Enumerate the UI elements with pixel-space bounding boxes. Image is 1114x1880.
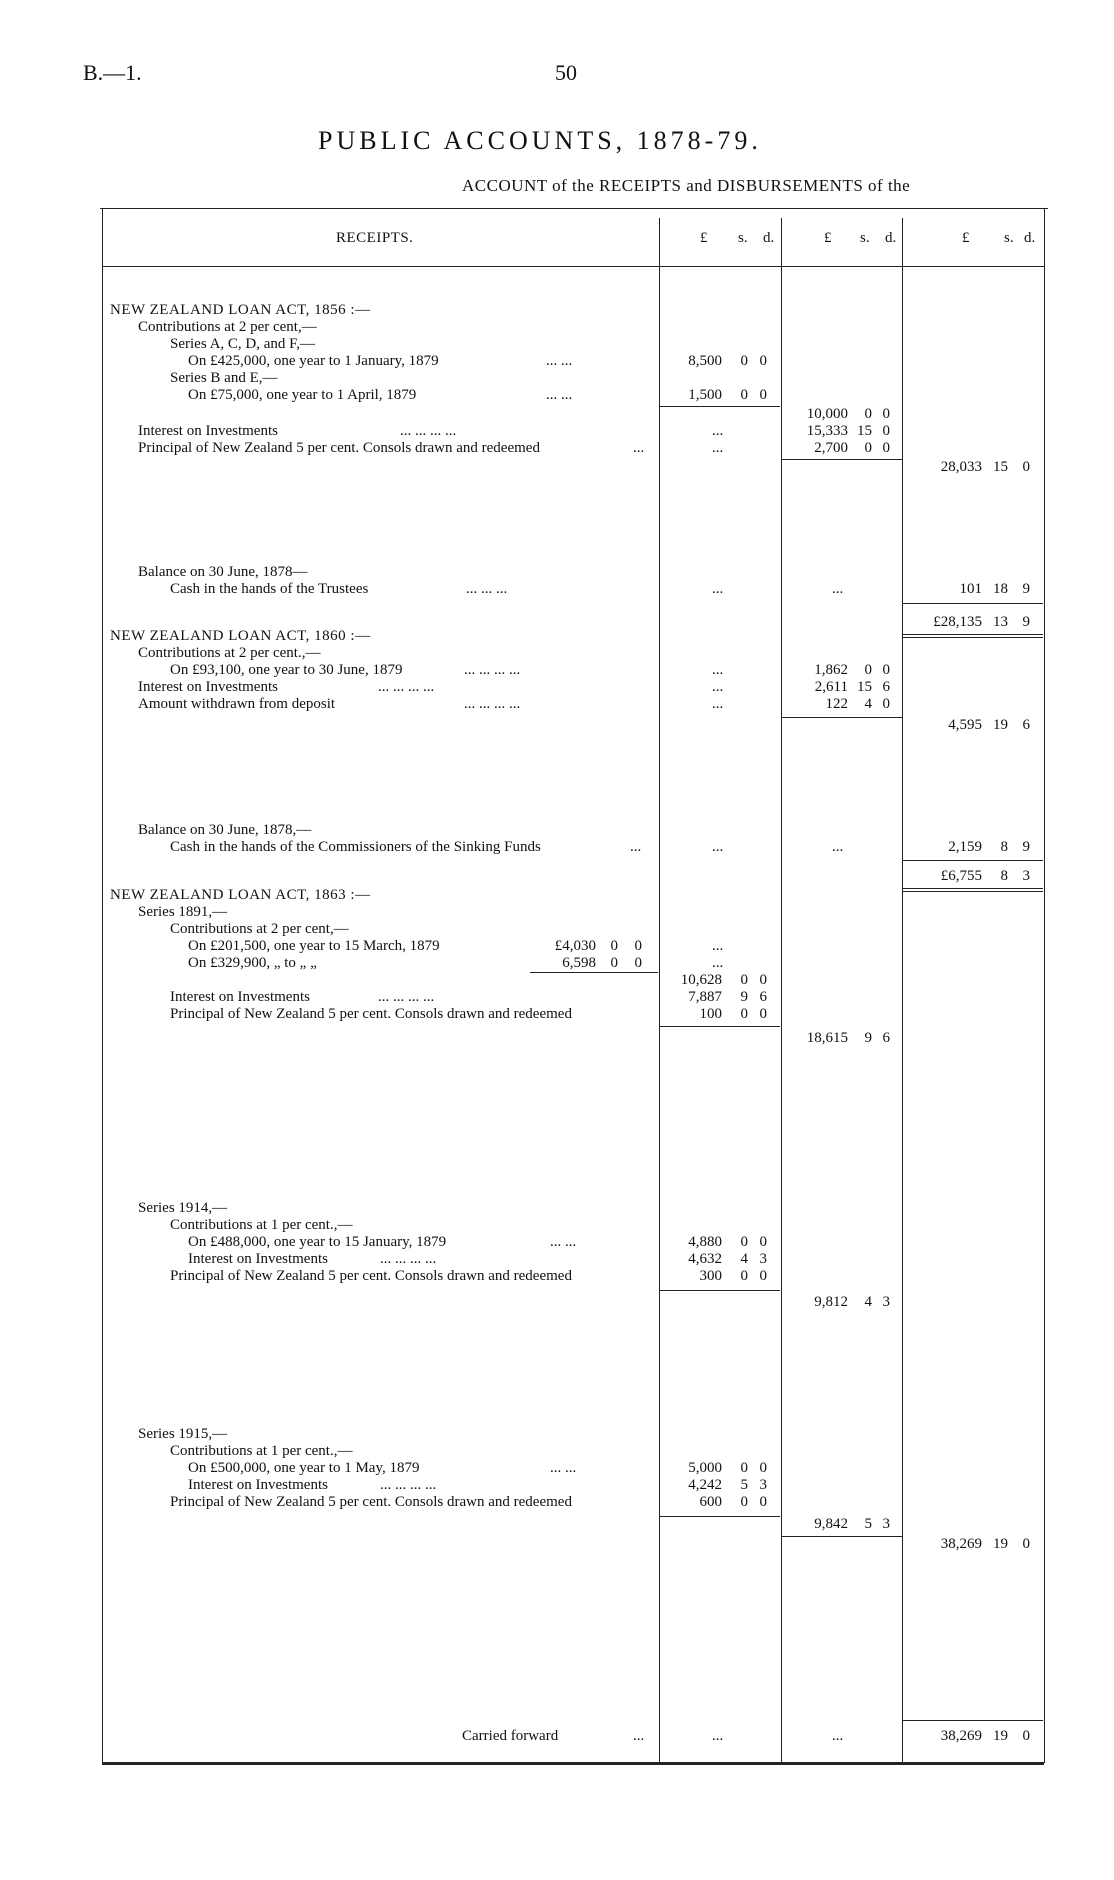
s1856-principal-pence: 0 — [882, 440, 890, 456]
series-1915-contrib: Contributions at 1 per cent.,— — [170, 1443, 353, 1459]
col1-empty-dots: ... — [712, 423, 724, 439]
s1860-grand-total-pounds: £6,755 — [940, 868, 982, 884]
series-1915-on-500000-pounds: 5,000 — [688, 1460, 722, 1476]
s1856-interest-label: Interest on Investments — [138, 423, 278, 439]
s1860-withdrawn-pounds: 122 — [825, 696, 848, 712]
s1860-interest-label: Interest on Investments — [138, 679, 278, 695]
s1856-on-75000-pence: 0 — [759, 387, 767, 403]
leader-dots: ... — [633, 440, 645, 456]
series-1914-total-pence: 3 — [882, 1294, 890, 1310]
s1856-balance-label: Balance on 30 June, 1878— — [138, 564, 308, 580]
col2-pence-header: d. — [885, 230, 897, 246]
page-title: PUBLIC ACCOUNTS, 1878-79. — [318, 126, 762, 155]
s1856-balance-cash: Cash in the hands of the Trustees — [170, 581, 369, 597]
series-1914-total-shillings: 4 — [864, 1294, 872, 1310]
s1856-contrib-label: Contributions at 2 per cent,— — [138, 319, 317, 335]
col1-empty-dots: ... — [712, 662, 724, 678]
series-1914-principal-shillings: 0 — [740, 1268, 748, 1284]
receipts-column-header: RECEIPTS. — [336, 230, 414, 246]
series-1915-principal-pounds: 600 — [699, 1494, 722, 1510]
s1856-balance-pence: 9 — [1022, 581, 1030, 597]
s1856-on-75000-pounds: 1,500 — [688, 387, 722, 403]
s1856-total-pounds: 28,033 — [940, 459, 982, 475]
col1-empty-dots: ... — [712, 938, 724, 954]
s1860-grand-total-pence: 3 — [1022, 868, 1030, 884]
s1860-contrib-label: Contributions at 2 per cent.,— — [138, 645, 321, 661]
col1-empty-dots: ... — [712, 581, 724, 597]
leader-dots: ... ... ... ... — [378, 679, 435, 695]
s1856-on-425000-pounds: 8,500 — [688, 353, 722, 369]
s1860-balance-shillings: 8 — [1000, 839, 1008, 855]
s1860-on-93100-pounds: 1,862 — [814, 662, 848, 678]
s1863-total-shillings: 19 — [993, 1536, 1008, 1552]
series-1891-on-329900: On £329,900, „ to „ „ — [188, 955, 317, 971]
series-1914-interest-shillings: 4 — [740, 1251, 748, 1267]
series-1891-interest-pounds: 7,887 — [688, 989, 722, 1005]
col1-empty-dots: ... — [712, 1728, 724, 1744]
s1860-balance-pence: 9 — [1022, 839, 1030, 855]
col3-pound-header: £ — [962, 230, 970, 246]
col1-empty-dots: ... — [712, 440, 724, 456]
s1860-total-pounds: 4,595 — [948, 717, 982, 733]
s1860-balance-cash: Cash in the hands of the Commissioners of the Sinking Funds — [170, 839, 541, 855]
s1856-on-75000: On £75,000, one year to 1 April, 1879 — [188, 387, 417, 403]
s1860-withdrawn-label: Amount withdrawn from deposit — [138, 696, 336, 712]
section-1856-title: NEW ZEALAND LOAN ACT, 1856 :— — [110, 302, 371, 318]
s1860-on-93100: On £93,100, one year to 30 June, 1879 — [170, 662, 403, 678]
series-1891-on-201500-pence: 0 — [634, 938, 642, 954]
series-1891-on-201500: On £201,500, one year to 15 March, 1879 — [188, 938, 440, 954]
col3-pence-header: d. — [1024, 230, 1036, 246]
s1856-contrib-subtotal-shillings: 0 — [864, 406, 872, 422]
series-1891-on-201500-shillings: 0 — [610, 938, 618, 954]
s1860-on-93100-pence: 0 — [882, 662, 890, 678]
s1856-series-acdf: Series A, C, D, and F,— — [170, 336, 316, 352]
series-1891-total-pounds: 18,615 — [806, 1030, 848, 1046]
leader-dots: ... ... ... ... — [400, 423, 457, 439]
s1860-withdrawn-shillings: 4 — [864, 696, 872, 712]
col1-empty-dots: ... — [712, 696, 724, 712]
leader-dots: ... — [633, 1728, 645, 1744]
series-1915-principal: Principal of New Zealand 5 per cent. Consols drawn and redeemed — [170, 1494, 572, 1510]
s1860-interest-pence: 6 — [882, 679, 890, 695]
account-subtitle: ACCOUNT of the RECEIPTS and DISBURSEMENTS of the — [462, 176, 911, 195]
col2-pound-header: £ — [824, 230, 832, 246]
series-1914-label: Series 1914,— — [138, 1200, 228, 1216]
series-1914-interest-pounds: 4,632 — [688, 1251, 722, 1267]
s1860-balance-pounds: 2,159 — [948, 839, 982, 855]
series-1915-on-500000: On £500,000, one year to 1 May, 1879 — [188, 1460, 420, 1476]
leader-dots: ... ... ... — [466, 581, 508, 597]
series-1915-total-pence: 3 — [882, 1516, 890, 1532]
leader-dots: ... ... ... ... — [464, 662, 521, 678]
s1856-contrib-subtotal-pounds: 10,000 — [806, 406, 848, 422]
series-1891-label: Series 1891,— — [138, 904, 228, 920]
s1860-grand-total-shillings: 8 — [1000, 868, 1008, 884]
series-1891-total-shillings: 9 — [864, 1030, 872, 1046]
series-1891-interest-shillings: 9 — [740, 989, 748, 1005]
s1860-on-93100-shillings: 0 — [864, 662, 872, 678]
s1863-total-pence: 0 — [1022, 1536, 1030, 1552]
s1860-balance-label: Balance on 30 June, 1878,— — [138, 822, 312, 838]
s1856-interest-pence: 0 — [882, 423, 890, 439]
leader-dots: ... ... ... ... — [380, 1477, 437, 1493]
series-1915-total-pounds: 9,842 — [814, 1516, 848, 1532]
col1-shilling-header: s. — [738, 230, 748, 246]
series-1915-on-500000-pence: 0 — [759, 1460, 767, 1476]
section-1860-title: NEW ZEALAND LOAN ACT, 1860 :— — [110, 628, 371, 644]
series-1914-interest-pence: 3 — [759, 1251, 767, 1267]
series-1915-interest-pounds: 4,242 — [688, 1477, 722, 1493]
s1856-interest-shillings: 15 — [857, 423, 872, 439]
col2-empty-dots: ... — [832, 839, 844, 855]
s1856-balance-shillings: 18 — [993, 581, 1008, 597]
col2-empty-dots: ... — [832, 581, 844, 597]
series-1891-interest: Interest on Investments — [170, 989, 310, 1005]
leader-dots: ... — [630, 839, 642, 855]
series-1891-principal-shillings: 0 — [740, 1006, 748, 1022]
series-1891-total-pence: 6 — [882, 1030, 890, 1046]
series-1915-interest-pence: 3 — [759, 1477, 767, 1493]
leader-dots: ... ... — [546, 353, 573, 369]
leader-dots: ... ... ... ... — [378, 989, 435, 1005]
s1856-series-be: Series B and E,— — [170, 370, 278, 386]
section-1863-title: NEW ZEALAND LOAN ACT, 1863 :— — [110, 887, 371, 903]
s1856-grand-total-pence: 9 — [1022, 614, 1030, 630]
s1860-total-pence: 6 — [1022, 717, 1030, 733]
s1860-interest-shillings: 15 — [857, 679, 872, 695]
s1856-principal-label: Principal of New Zealand 5 per cent. Consols drawn and redeemed — [138, 440, 540, 456]
series-1891-contrib-shillings: 0 — [740, 972, 748, 988]
s1856-interest-pounds: 15,333 — [806, 423, 848, 439]
series-1915-principal-shillings: 0 — [740, 1494, 748, 1510]
series-1914-interest: Interest on Investments — [188, 1251, 328, 1267]
s1856-balance-pounds: 101 — [959, 581, 982, 597]
leader-dots: ... ... ... ... — [380, 1251, 437, 1267]
series-1891-on-201500-pounds: £4,030 — [554, 938, 596, 954]
series-1914-on-488000-pounds: 4,880 — [688, 1234, 722, 1250]
leader-dots: ... ... — [550, 1460, 577, 1476]
col2-empty-dots: ... — [832, 1728, 844, 1744]
series-1914-principal: Principal of New Zealand 5 per cent. Consols drawn and redeemed — [170, 1268, 572, 1284]
s1860-total-shillings: 19 — [993, 717, 1008, 733]
col1-pence-header: d. — [763, 230, 775, 246]
series-1891-principal-pence: 0 — [759, 1006, 767, 1022]
s1856-grand-total-shillings: 13 — [993, 614, 1008, 630]
series-1891-principal: Principal of New Zealand 5 per cent. Consols drawn and redeemed — [170, 1006, 572, 1022]
col1-empty-dots: ... — [712, 955, 724, 971]
s1856-grand-total-pounds: £28,135 — [933, 614, 982, 630]
series-1891-on-329900-pence: 0 — [634, 955, 642, 971]
series-1915-interest: Interest on Investments — [188, 1477, 328, 1493]
s1856-on-425000: On £425,000, one year to 1 January, 1879 — [188, 353, 439, 369]
series-1915-total-shillings: 5 — [864, 1516, 872, 1532]
carried-forward-pence: 0 — [1022, 1728, 1030, 1744]
series-1891-principal-pounds: 100 — [699, 1006, 722, 1022]
series-1914-total-pounds: 9,812 — [814, 1294, 848, 1310]
series-1915-on-500000-shillings: 0 — [740, 1460, 748, 1476]
series-1914-contrib: Contributions at 1 per cent.,— — [170, 1217, 353, 1233]
col1-empty-dots: ... — [712, 839, 724, 855]
series-1915-interest-shillings: 5 — [740, 1477, 748, 1493]
s1860-interest-pounds: 2,611 — [814, 679, 848, 695]
s1856-contrib-subtotal-pence: 0 — [882, 406, 890, 422]
series-1914-principal-pounds: 300 — [699, 1268, 722, 1284]
carried-forward-shillings: 19 — [993, 1728, 1008, 1744]
s1856-total-pence: 0 — [1022, 459, 1030, 475]
col3-shilling-header: s. — [1004, 230, 1014, 246]
col1-empty-dots: ... — [712, 679, 724, 695]
s1856-total-shillings: 15 — [993, 459, 1008, 475]
leader-dots: ... ... — [550, 1234, 577, 1250]
s1856-on-425000-pence: 0 — [759, 353, 767, 369]
s1856-principal-pounds: 2,700 — [814, 440, 848, 456]
series-1915-label: Series 1915,— — [138, 1426, 228, 1442]
series-1915-principal-pence: 0 — [759, 1494, 767, 1510]
s1863-total-pounds: 38,269 — [940, 1536, 982, 1552]
leader-dots: ... ... — [546, 387, 573, 403]
page-number: 50 — [555, 60, 577, 85]
s1856-principal-shillings: 0 — [864, 440, 872, 456]
s1856-on-425000-shillings: 0 — [740, 353, 748, 369]
s1856-on-75000-shillings: 0 — [740, 387, 748, 403]
document-code: B.—1. — [83, 60, 142, 85]
carried-forward-label: Carried forward — [462, 1728, 559, 1744]
s1860-withdrawn-pence: 0 — [882, 696, 890, 712]
series-1914-principal-pence: 0 — [759, 1268, 767, 1284]
leader-dots: ... ... ... ... — [464, 696, 521, 712]
series-1914-on-488000: On £488,000, one year to 15 January, 1879 — [188, 1234, 447, 1250]
series-1891-contrib-pence: 0 — [759, 972, 767, 988]
carried-forward-pounds: 38,269 — [940, 1728, 982, 1744]
series-1891-contrib: Contributions at 2 per cent,— — [170, 921, 349, 937]
series-1914-on-488000-pence: 0 — [759, 1234, 767, 1250]
col1-pound-header: £ — [700, 230, 708, 246]
series-1891-interest-pence: 6 — [759, 989, 767, 1005]
series-1891-contrib-pounds: 10,628 — [680, 972, 722, 988]
series-1914-on-488000-shillings: 0 — [740, 1234, 748, 1250]
series-1891-on-329900-shillings: 0 — [610, 955, 618, 971]
col2-shilling-header: s. — [860, 230, 870, 246]
series-1891-on-329900-pounds: 6,598 — [562, 955, 596, 971]
